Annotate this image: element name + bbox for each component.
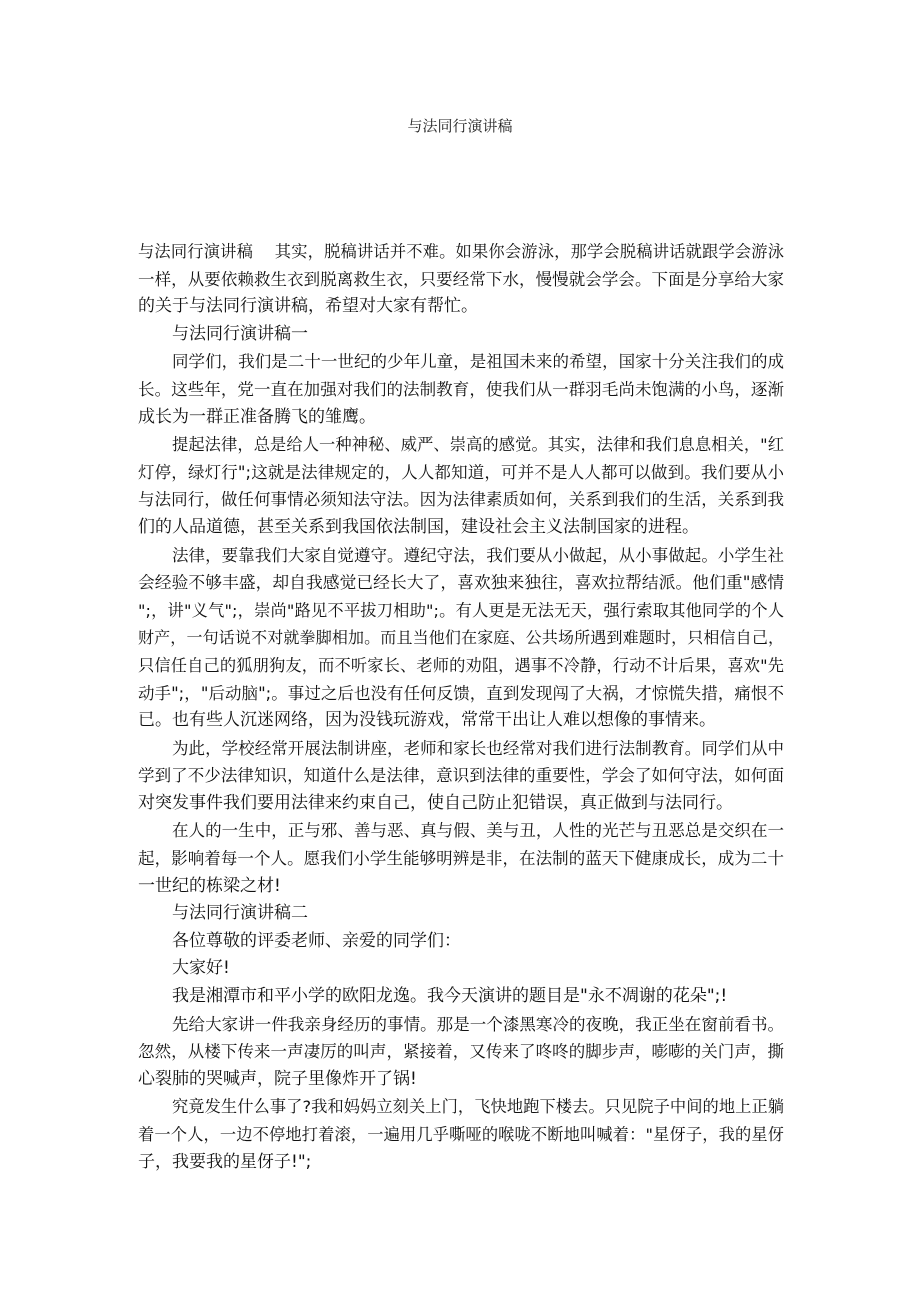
text-line: 心裂肺的哭喊声，院子里像炸开了锅! (138, 1068, 417, 1089)
text-line: 会经验不够丰盛，却自我感觉已经长大了，喜欢独来独往，喜欢拉帮结派。他们重"感情 (138, 572, 784, 593)
text-line: 同学们，我们是二十一世纪的少年儿童，是祖国未来的希望，国家十分关注我们的成 (172, 352, 784, 372)
document-title: 与法同行演讲稿 (407, 117, 513, 135)
text-line: 一世纪的栋梁之材! (138, 875, 281, 896)
text-line: 与法同行演讲稿一 (172, 323, 308, 344)
text-line: 各位尊敬的评委老师、亲爱的同学们： (172, 930, 461, 951)
text-line: 学到了不少法律知识，知道什么是法律，意识到法律的重要性，学会了如何守法，如何面 (138, 766, 784, 786)
text-line: 已。也有些人沉迷网络，因为没钱玩游戏，常常干出让人难以想像的事情来。 (138, 710, 716, 731)
text-line: 们的人品道德，甚至关系到我国依法制国，建设社会主义法制国家的进程。 (138, 516, 699, 537)
text-line: 我是湘潭市和平小学的欧阳龙逸。我今天演讲的题目是"永不凋谢的花朵";! (172, 986, 728, 1007)
text-line: 只信任自己的狐朋狗友，而不听家长、老师的劝阻，遇事不冷静，行动不计后果，喜欢"先 (138, 655, 784, 675)
text-line: 灯停，绿灯行";这就是法律规定的，人人都知道，可并不是人人都可以做到。我们要从小 (138, 462, 784, 482)
text-line: 长。这些年，党一直在加强对我们的法制教育，使我们从一群羽毛尚未饱满的小鸟，逐渐 (138, 379, 784, 399)
text-line: 财产，一句话说不对就拳脚相加。而且当他们在家庭、公共场所遇到难题时，只相信自己， (138, 628, 784, 648)
text-line: 子，我要我的星伢子!"; (138, 1151, 312, 1172)
text-line: 忽然，从楼下传来一声凄厉的叫声，紧接着，又传来了咚咚的脚步声，嘭嘭的关门声，撕 (138, 1042, 784, 1062)
text-line: 与法同行演讲稿 其实，脱稿讲话并不难。如果你会游泳，那学会脱稿讲话就跟学会游泳 (138, 242, 784, 261)
text-line: 为此，学校经常开展法制讲座，老师和家长也经常对我们进行法制教育。同学们从中 (172, 738, 784, 758)
text-line: 成长为一群正准备腾飞的雏鹰。 (138, 406, 376, 427)
text-line: 与法同行，做任何事情必须知法守法。因为法律素质如何，关系到我们的生活，关系到我 (138, 490, 784, 510)
text-line: 先给大家讲一件我亲身经历的事情。那是一个漆黑寒冷的夜晚，我正坐在窗前看书。 (172, 1014, 784, 1034)
text-line: 动手";，"后动脑";。事过之后也没有任何反馈，直到发现闯了大祸，才惊慌失措，痛恨不 (138, 683, 784, 703)
text-line: 与法同行演讲稿二 (172, 903, 308, 924)
text-line: 法律，要靠我们大家自觉遵守。遵纪守法，我们要从小做起，从小事做起。小学生社 (172, 545, 784, 565)
text-line: 提起法律，总是给人一种神秘、威严、崇高的感觉。其实，法律和我们息息相关，"红 (172, 435, 784, 455)
text-line: 一样，从要依赖救生衣到脱离救生衣，只要经常下水，慢慢就会学会。下面是分享给大家 (138, 269, 784, 289)
text-line: 的关于与法同行演讲稿，希望对大家有帮忙。 (138, 296, 478, 317)
text-line: 对突发事件我们要用法律来约束自己，使自己防止犯错误，真正做到与法同行。 (138, 792, 733, 813)
text-line: 在人的一生中，正与邪、善与恶、真与假、美与丑，人性的光芒与丑恶总是交织在一 (172, 821, 784, 841)
text-line: 究竟发生什么事了?我和妈妈立刻关上门，飞快地跑下楼去。只见院子中间的地上正躺 (172, 1097, 784, 1117)
text-line: 大家好! (172, 958, 230, 979)
text-line: ";，讲"义气";，崇尚"路见不平拔刀相助";。有人更是无法无天，强行索取其他同学的个人 (138, 600, 784, 620)
text-line: 起，影响着每一个人。愿我们小学生能够明辨是非，在法制的蓝天下健康成长，成为二十 (138, 849, 784, 869)
text-line: 着一个人，一边不停地打着滚，一遍用几乎嘶哑的喉咙不断地叫喊着："星伢子，我的星伢 (138, 1125, 784, 1144)
document-body (138, 238, 788, 1176)
